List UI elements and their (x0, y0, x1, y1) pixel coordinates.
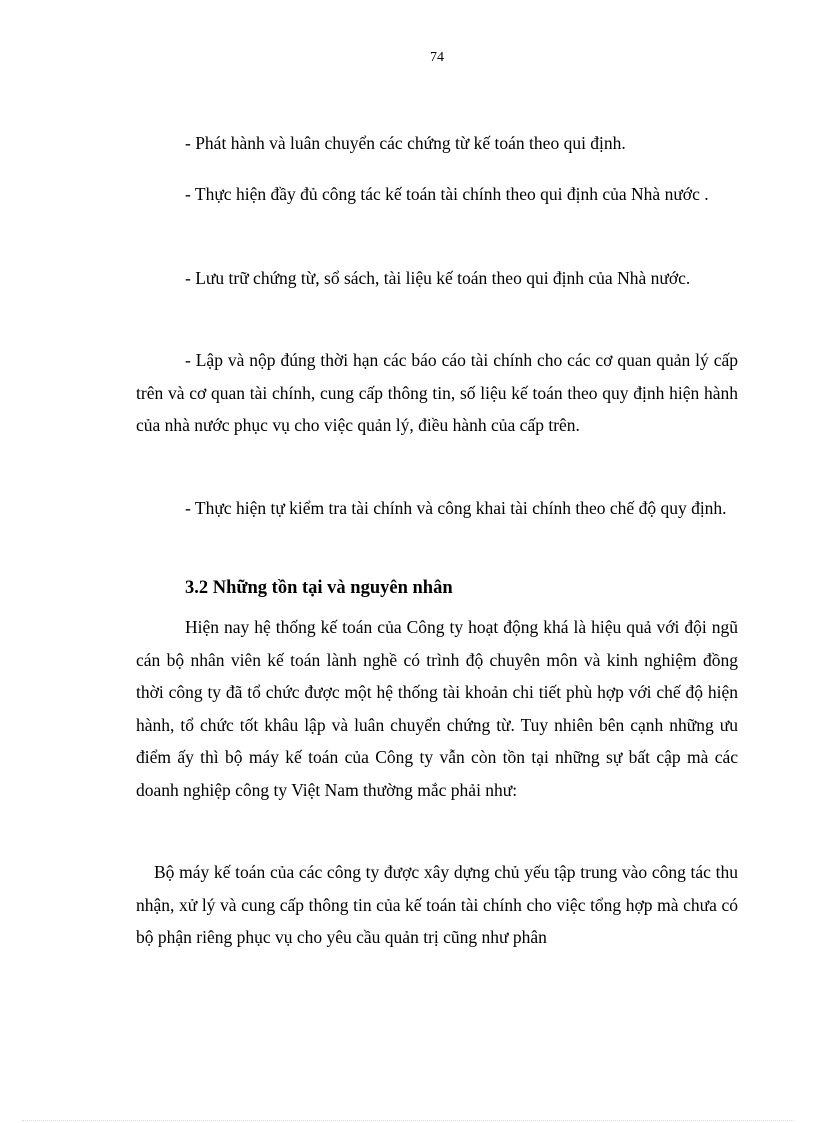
paragraph-perform-accounting: - Thực hiện đầy đủ công tác kế toán tài chính theo qui định của Nhà nước . (185, 184, 709, 204)
paragraph-submit-reports: - Lập và nộp đúng thời hạn các báo cáo tài chính cho các cơ quan quản lý cấp trên và cơ quan tài chính, cung cấp thông tin, số liệu kế toán theo quy định hiện hành của nhà nước phục vụ cho việc quản lý, điều hành của cấp trên. (136, 350, 738, 435)
section-heading: 3.2 Những tồn tại và nguyên nhân (185, 578, 453, 598)
page-bottom-border (22, 1120, 794, 1121)
page-number: 74 (430, 50, 444, 65)
paragraph-self-inspection: - Thực hiện tự kiểm tra tài chính và công khai tài chính theo chế độ quy định. (185, 498, 727, 518)
paragraph-current-system: Hiện nay hệ thống kế toán của Công ty hoạt động khá là hiệu quả với đội ngũ cán bộ nhân viên kế toán lành nghề có trình độ chuyên môn và kinh nghiệm đồng thời công ty đã tổ chức được một hệ thống tài khoản chi tiết phù hợp với chế độ hiện hành, tổ chức tốt khâu lập và luân chuyển chứng từ. Tuy nhiên bên cạnh những ưu điểm ấy thì bộ máy kế toán của Công ty vẫn còn tồn tại những sự bất cập mà các doanh nghiệp công ty Việt Nam thường mắc phải như: (136, 617, 738, 800)
paragraph-store-documents: - Lưu trữ chứng từ, sổ sách, tài liệu kế toán theo qui định của Nhà nước. (185, 268, 691, 288)
paragraph-issue-documents: - Phát hành và luân chuyển các chứng từ kế toán theo qui định. (185, 133, 626, 153)
paragraph-accounting-apparatus: Bộ máy kế toán của các công ty được xây dựng chủ yếu tập trung vào công tác thu nhận, xử lý và cung cấp thông tin của kế toán tài chính cho việc tổng hợp mà chưa có bộ phận riêng phục vụ cho yêu cầu quản trị cũng như phân (136, 862, 738, 947)
